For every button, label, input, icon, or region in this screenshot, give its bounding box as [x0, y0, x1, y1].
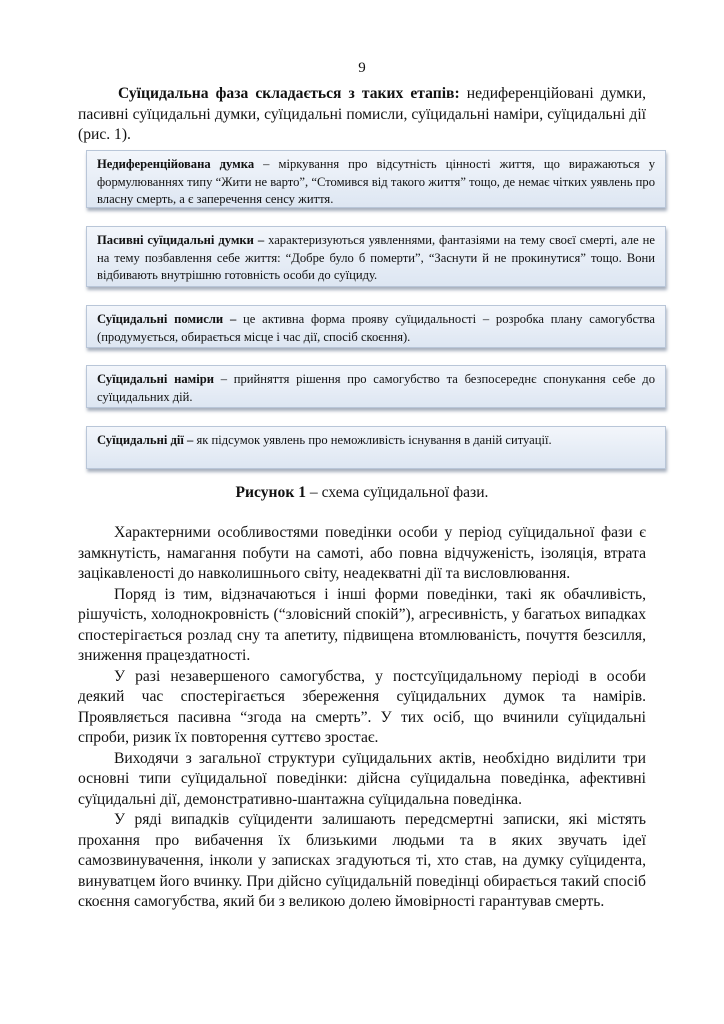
- stage-term: Суїцидальні наміри: [97, 372, 214, 386]
- body-paragraph: У разі незавершеного самогубства, у постсуїцидальному періоді в особи деякий час спостерігається збереження суїцидальних думок та намірів. Проявляється пасивна “згода на смерть”. У тих осіб, що вчинили суїцидальні спроби, ризик їх повторення суттєво зростає.: [78, 667, 646, 746]
- intro-paragraph: [78, 84, 646, 146]
- figure-label: Рисунок 1: [235, 484, 307, 501]
- body-paragraph: Характерними особливостями поведінки особи у період суїцидальної фази є замкнутість, намагання побути на самоті, або повна відчуженість, ізоляція, втрата зацікавленості до навколишнього світу, неадекватні дії та висловлювання.: [78, 524, 646, 582]
- intro-bold-text: Суїцидальна фаза складається з таких етапів:: [118, 85, 460, 102]
- stage-description: як підсумок уявлень про неможливість існування в даній ситуації.: [193, 433, 552, 447]
- stage-box-undifferentiated-thought: [86, 150, 666, 208]
- stage-term: Суїцидальні помисли –: [97, 312, 237, 326]
- stage-description: це активна форма прояву суїцидальності – розробка плану самогубства (продумується, обирається місце і час дії, спосіб скоєння).: [97, 312, 655, 344]
- stage-box-passive-thoughts: [86, 226, 666, 287]
- body-paragraph: Виходячи з загальної структури суїцидальних актів, необхідно виділити три основні типи суїцидальної поведінки: дійсна суїцидальна поведінка, афективні суїцидальні дії, демонстративно-шантажна суїцидальна поведінка.: [78, 749, 646, 808]
- stage-term: Недиференційована думка: [97, 157, 255, 171]
- stage-description: – прийняття рішення про самогубство та безпосереднє спонукання себе до суїцидальних дій.: [97, 372, 655, 404]
- stage-box-suicidal-intentions: [86, 365, 666, 408]
- stage-term: Пасивні суїцидальні думки –: [97, 233, 265, 247]
- stage-box-suicidal-ideation: [86, 305, 666, 348]
- body-text: [78, 523, 646, 913]
- intro-text: недиференційовані думки, пасивні суїцидальні думки, суїцидальні помисли, суїцидальні наміри, суїцидальні дії (рис. 1).: [78, 85, 646, 143]
- figure-caption: [0, 484, 724, 502]
- page-number: 9: [358, 60, 366, 76]
- figure-caption-text: – схема суїцидальної фази.: [306, 484, 489, 501]
- stage-description: – міркування про відсутність цінності життя, що виражаються у формулюваннях типу “Жити не варто”, “Стомився від такого життя” тощо, де немає чітких уявлень про власну смерть, а є заперечення сенсу життя.: [97, 157, 655, 206]
- stage-term: Суїцидальні дії –: [97, 433, 194, 447]
- stage-description: характеризуються уявленнями, фантазіями на тему своєї смерті, але не на тему позбавлення себе життя: “Добре було б померти”, “Заснути й не прокинутися” тощо. Вони відбивають внутрішню готовність особи до суїциду.: [97, 233, 655, 282]
- body-paragraph: Поряд із тим, відзначаються і інші форми поведінки, такі як обачливість, рішучість, холоднокровність (“зловісний спокій”), агресивність, у багатьох випадках спостерігається розлад сну та апетиту, підвищена втомлюваність, почуття безсилля, зниження працездатності.: [78, 585, 646, 664]
- stage-box-suicidal-actions: [86, 426, 666, 469]
- body-paragraph: У ряді випадків суїциденти залишають передсмертні записки, які містять прохання про вибачення їх близькими людьми та в яких звучать ідеї самозвинувачення, інколи у записках згадуються ті, хто став, на думку суїцидента, винуватцем його вчинку. При дійсно суїцидальній поведінці обирається такий спосіб скоєння самогубства, який би з великою долею ймовірності гарантував смерть.: [78, 811, 646, 910]
